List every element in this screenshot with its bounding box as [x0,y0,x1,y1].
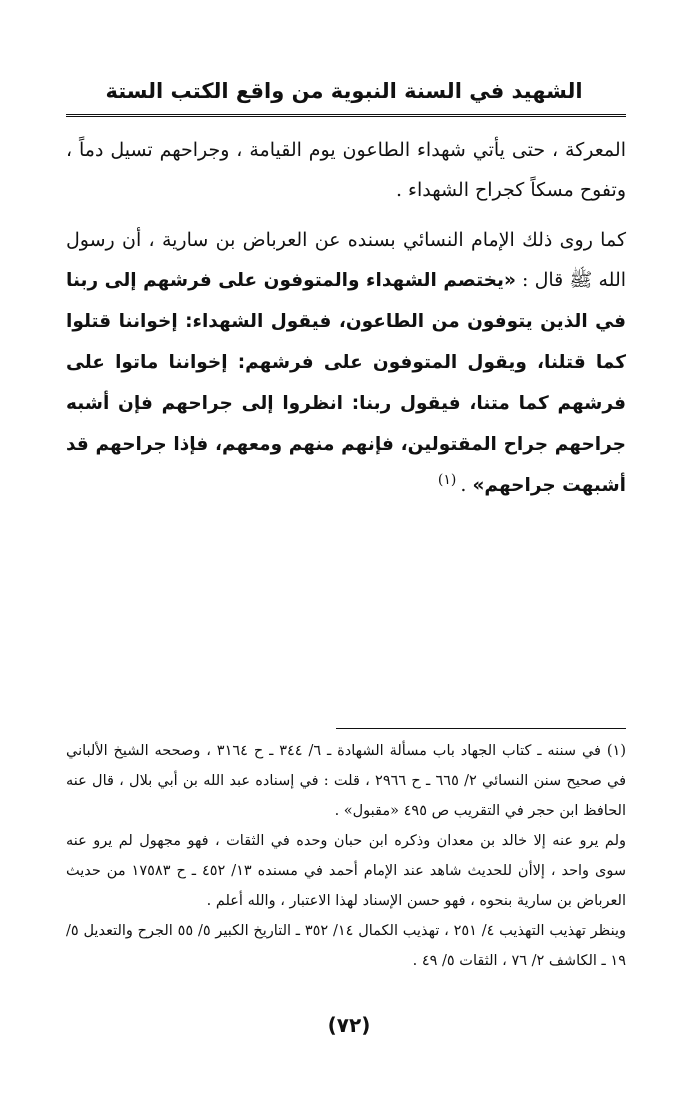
footnote-line-3: وينظر تهذيب التهذيب ٤/ ٢٥١ ، تهذيب الكمال ١٤/ ٣٥٢ ـ التاريخ الكبير ٥/ ٥٥ الجرح والتعديل ٥/ ١٩ ـ الكاشف ٢/ ٧٦ ، الثقات ٥/ ٤٩ . [66,923,626,969]
header-rule [66,114,626,117]
running-header: الشهيد في السنة النبوية من واقع الكتب الستة [105,79,583,103]
paragraph-2-end: . [460,474,467,496]
footnote-reference[interactable]: (١) [437,471,457,488]
hadith-quote: «يختصم الشهداء والمتوفون على فرشهم إلى ربنا في الذين يتوفون من الطاعون، فيقول الشهداء: إخواننا قتلوا كما قتلنا، ويقول المتوفون على فرشهم: إخواننا ماتوا على فرشهم كما متنا، فيقول ربنا: انظروا إلى جراحهم فإن أشبه جراحهم جراح المقتولين، فإنهم منهم ومعهم، فإذا جراحهم قد أشبهت جراحهم» [66,270,626,496]
paragraph-2 [66,220,626,506]
footnote-line-2: ولم يرو عنه إلا خالد بن معدان وذكره ابن حبان وحده في الثقات ، فهو مجهول لم يرو عنه سوى واحد ، إلاأن للحديث شاهد عند الإمام أحمد في مسنده ١٣/ ٤٥٢ ـ ح ١٧٥٨٣ من حديث العرباض بن سارية بنحوه ، فهو حسن الإسناد لهذا الاعتبار ، والله أعلم . [66,833,626,909]
footnote-line-1: (١) في سننه ـ كتاب الجهاد باب مسألة الشهادة ـ ٦/ ٣٤٤ ـ ح ٣١٦٤ ، وصححه الشيخ الألباني في صحيح سنن النسائي ٢/ ٦٦٥ ـ ح ٢٩٦٦ ، قلت : في إسناده عبد الله بن أبي بلال ، قال عنه الحافظ ابن حجر في التقريب ص ٤٩٥ «مقبول» . [66,743,627,819]
page-number: (٧٢) [327,1013,371,1037]
main-text [66,130,626,506]
paragraph-2-intro: كما روى ذلك الإمام النسائي بسنده عن العرباض بن سارية ، أن رسول الله ﷺ قال : [66,229,627,291]
footnote-rule [336,728,626,729]
paragraph-1: المعركة ، حتى يأتي شهداء الطاعون يوم القيامة ، وجراحهم تسيل دماً ، وتفوح مسكاً كجراح الشهداء . [66,139,626,201]
footnotes [66,736,626,976]
